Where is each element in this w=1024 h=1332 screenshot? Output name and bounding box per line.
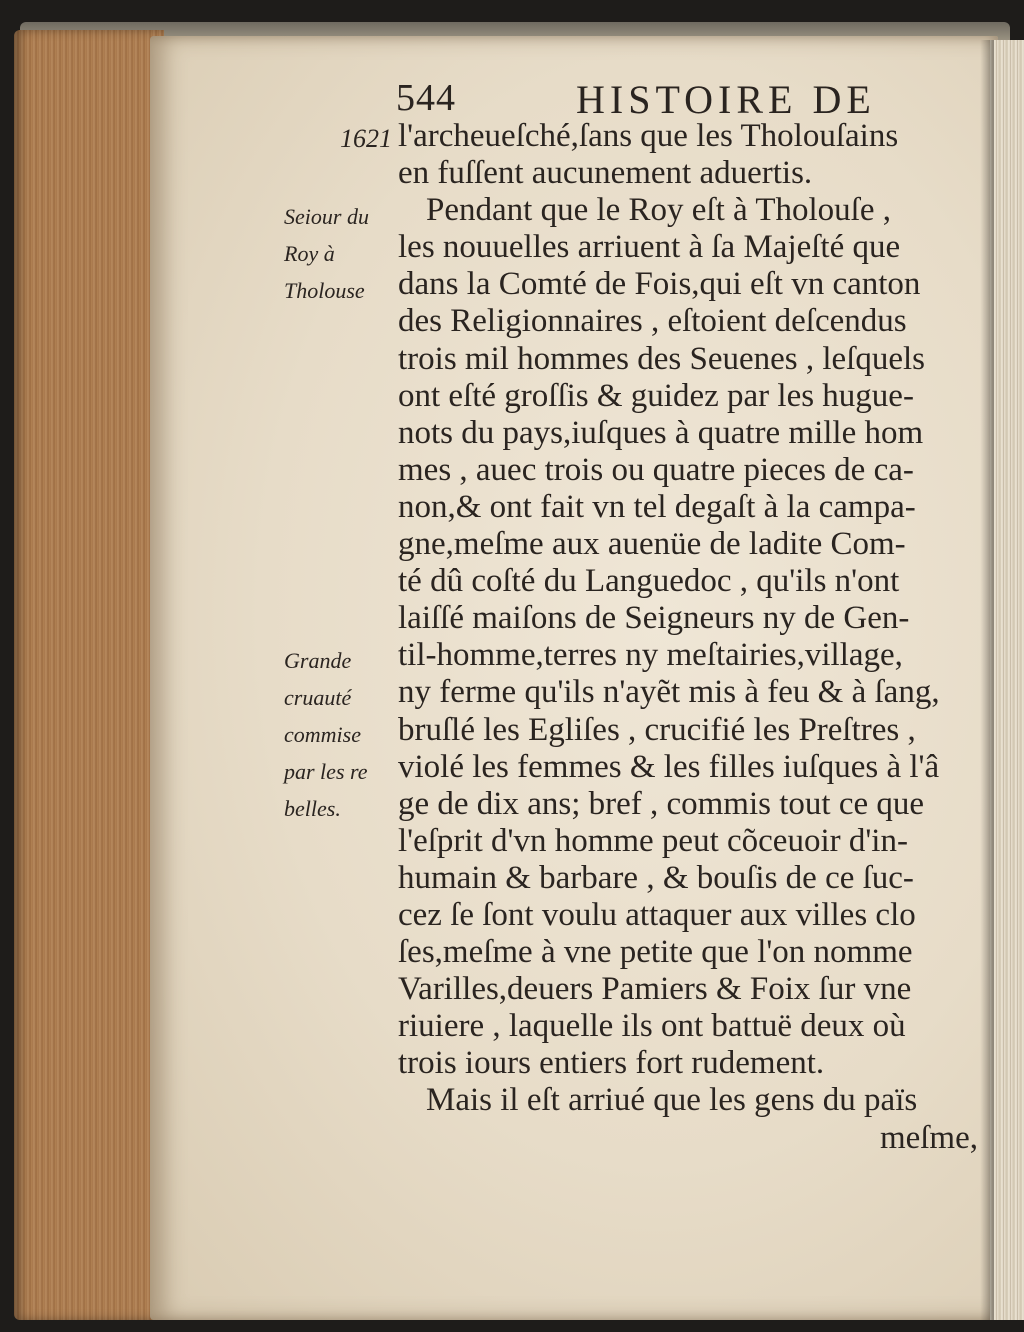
page-number: 544: [396, 77, 456, 119]
margin-note-line: Grande: [284, 648, 352, 673]
text-line: les nouuelles arriuent à ſa Majeſté que: [398, 229, 901, 266]
running-title: HISTOIRE DE: [576, 77, 876, 122]
book-fore-edge: [14, 30, 164, 1320]
text-line: l'archeueſché,ſans que les Tholouſains: [398, 118, 899, 154]
margin-note-line: par les re: [284, 759, 368, 784]
text-line: en fuſſent aucunement aduertis.: [398, 155, 813, 192]
text-line: humain & barbare , & bouſis de ce ſuc-: [398, 859, 914, 896]
text-line: ont eſté groſſis & guidez par les hugue-: [398, 377, 914, 414]
text-line: meſme,: [879, 1119, 978, 1156]
text-line: ny ferme qu'ils n'ayẽt mis à feu & à ſang,: [398, 674, 940, 711]
text-line: non,& ont fait vn tel degaſt à la campa-: [398, 488, 916, 525]
margin-note-line: cruauté: [284, 685, 352, 710]
text-line: violé les femmes & les filles iuſques à l'â: [398, 748, 940, 785]
text-line: Pendant que le Roy eſt à Tholouſe ,: [426, 192, 891, 229]
year-marker: 1621: [340, 124, 392, 153]
text-line: des Religionnaires , eſtoient deſcendus: [398, 303, 907, 340]
text-line: trois mil hommes des Seuenes , leſquels: [398, 340, 926, 377]
text-line: trois iours entiers fort rudement.: [398, 1045, 825, 1082]
text-line: bruſlé les Egliſes , crucifié les Preſtres ,: [398, 711, 916, 748]
margin-note-line: Roy à: [284, 241, 335, 266]
text-line: mes , auec trois ou quatre pieces de ca-: [398, 451, 914, 488]
margin-note-line: Tholouse: [284, 278, 365, 303]
margin-note-line: Seiour du: [284, 204, 369, 229]
text-line: laiſſé maiſons de Seigneurs ny de Gen-: [398, 600, 910, 637]
margin-note-sojourn: [284, 198, 396, 309]
text-line: ge de dix ans; bref , commis tout ce que: [398, 785, 925, 822]
body-text: [398, 118, 998, 1157]
text-line: nots du pays,iuſques à quatre mille hom: [398, 414, 924, 451]
text-line: dans la Comté de Fois,qui eſt vn canton: [398, 266, 921, 303]
text-line: l'eſprit d'vn homme peut cõceuoir d'in-: [398, 822, 908, 859]
margin-note-line: commise: [284, 722, 361, 747]
text-line: ſes,meſme à vne petite que l'on nomme: [398, 934, 913, 971]
text-line: té dû coſté du Languedoc , qu'ils n'ont: [398, 563, 900, 600]
text-line: Mais il eſt arriué que les gens du païs: [426, 1082, 918, 1119]
margin-note-cruelty: [284, 642, 396, 827]
margin-note-line: belles.: [284, 796, 341, 821]
text-line: Varilles,deuers Pamiers & Foix ſur vne: [398, 971, 912, 1008]
text-line: gne,meſme aux auenüe de ladite Com-: [398, 526, 906, 563]
text-line: riuiere , laquelle ils ont battuë deux où: [398, 1008, 906, 1045]
text-line: til-homme,terres ny meſtairies,village,: [398, 637, 903, 674]
text-line: cez ſe ſont voulu attaquer aux villes clo: [398, 896, 916, 933]
